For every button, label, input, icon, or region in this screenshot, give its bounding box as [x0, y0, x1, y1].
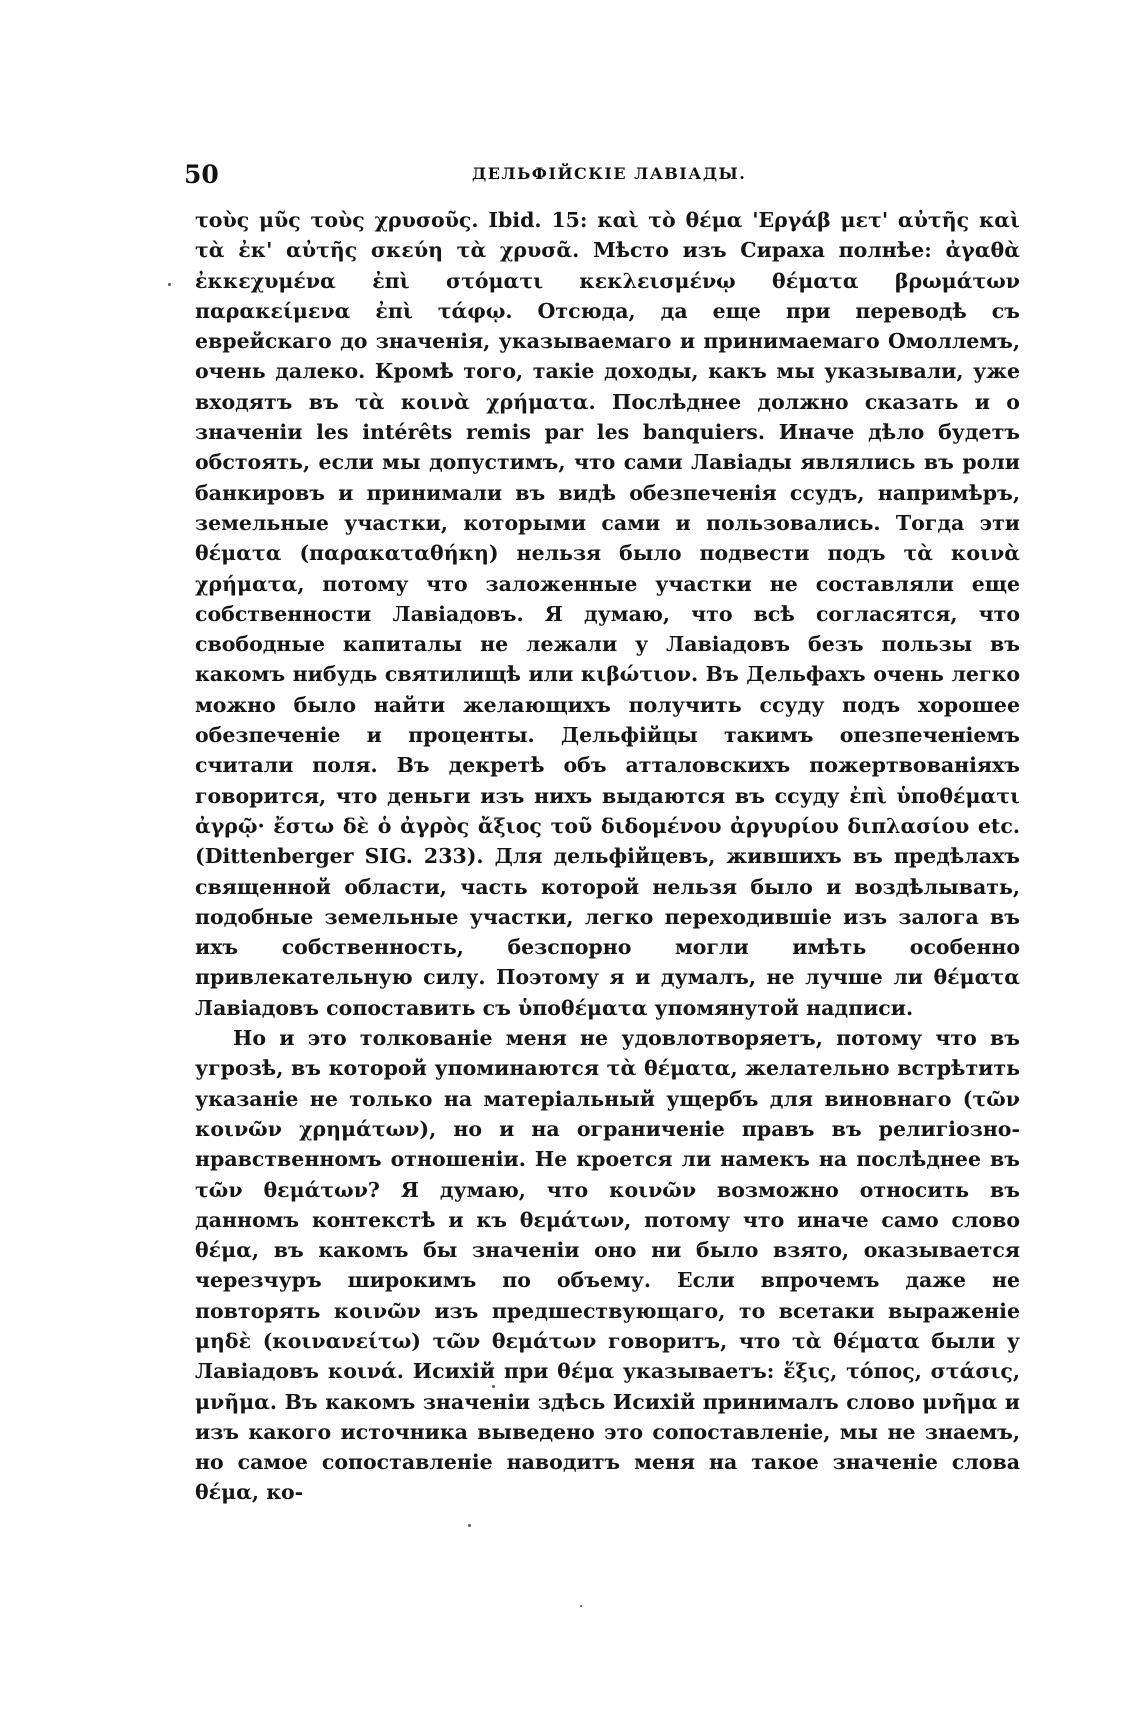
page-header — [184, 160, 1024, 194]
scan-speck — [168, 283, 171, 286]
page-number: 50 — [184, 160, 219, 189]
paragraph: τοὺς μῦς τοὺς χρυσοῦς. Ibid. 15: καὶ τὸ θέμα 'Εργάβ μετ' αὐτῆς καὶ τὰ ἐκ' αὐτῆς σκεύη τὰ χρυσᾶ. Мѣсто изъ Сираха полнѣе: ἀγαθὰ ἐκκεχυμένα ἐπὶ στόματι κεκλεισμένῳ θέματα βρωμάτων παρακείμενα ἐπὶ τάφῳ. Отсюда, да еще при переводѣ съ еврейскаго до значенія, указываемаго и принимаемаго Омоллемъ, очень далеко. Кромѣ того, такіе доходы, какъ мы указывали, уже входятъ въ τὰ κοινὰ χρήματα. Послѣднее должно сказать и о значеніи les intérêts remis par les banquiers. Иначе дѣло будетъ обстоять, если мы допустимъ, что сами Лавіады являлись въ роли банкировъ и принимали въ видѣ обезпеченія ссудъ, напримѣръ, земельные участки, которыми сами и пользовались. Тогда эти θέματα (παρακαταθήκη) нельзя было подвести подъ τὰ κοινὰ χρήματα, потому что заложенные участки не составляли еще собственности Лавіадовъ. Я думаю, что всѣ согласятся, что свободные капиталы не лежали у Лавіадовъ безъ пользы въ какомъ нибудь святилищѣ или κιβώτιον. Въ Дельфахъ очень легко можно было найти желающихъ получить ссуду подъ хорошее обезпеченіе и проценты. Дельфійцы такимъ опезпеченіемъ считали поля. Въ декретѣ объ атталовскихъ пожертвованіяхъ говорится, что деньги изъ нихъ выдаются въ ссуду ἐπὶ ὑποθέματι ἀγρῷ· ἔστω δὲ ὁ ἀγρὸς ἄξιος τοῦ διδομένου ἀργυρίου διπλασίου etc. (Dittenberger SIG. 233). Для дельфійцевъ, жившихъ въ предѣлахъ священной области, часть которой нельзя было и воздѣлывать, подобные земельные участки, легко переходившіе изъ залога въ ихъ собственность, безспорно могли имѣть особенно привлекательную силу. Поэтому я и думалъ, не лучше ли θέματα Лавіадовъ сопоставить съ ὑποθέματα упомянутой надписи. — [195, 208, 1020, 1020]
running-head: ДЕЛЬФІЙСКІЕ ЛАВІАДЫ. — [472, 164, 747, 183]
body-text — [195, 205, 1020, 1508]
scan-speck — [492, 1385, 495, 1388]
scan-speck — [580, 1605, 582, 1607]
paragraph: Но и это толкованіе меня не удовлотворяетъ, потому что въ угрозѣ, въ которой упоминаются τὰ θέματα, желательно встрѣтить указаніе не только на матеріальный ущербъ для виновнаго (τῶν κοινῶν χρημάτων), но и на ограниченіе правъ въ религіозно-нравственномъ отношеніи. Не кроется ли намекъ на послѣднее въ τῶν θεμάτων? Я думаю, что κοινῶν возможно относить въ данномъ контекстѣ и къ θεμάτων, потому что иначе само слово θέμα, въ какомъ бы значеніи оно ни было взято, оказывается черезчуръ широкимъ по объему. Если впрочемъ даже не повторять κοινῶν изъ предшествующаго, то всетаки выраженіе μηδὲ (κοινανείτω) τῶν θεμάτων говоритъ, что τὰ θέματα были у Лавіадовъ κοινά. Исихій при θέμα указываетъ: ἕξις, τόπος, στάσις, μνῆμα. Въ какомъ значеніи здѣсь Исихій принималъ слово μνῆμα и изъ какого источника выведено это сопоставленіе, мы не знаемъ, но самое сопоставленіе наводитъ меня на такое значеніе слова θέμα, ко- — [195, 1026, 1020, 1505]
scan-speck — [468, 1524, 471, 1527]
